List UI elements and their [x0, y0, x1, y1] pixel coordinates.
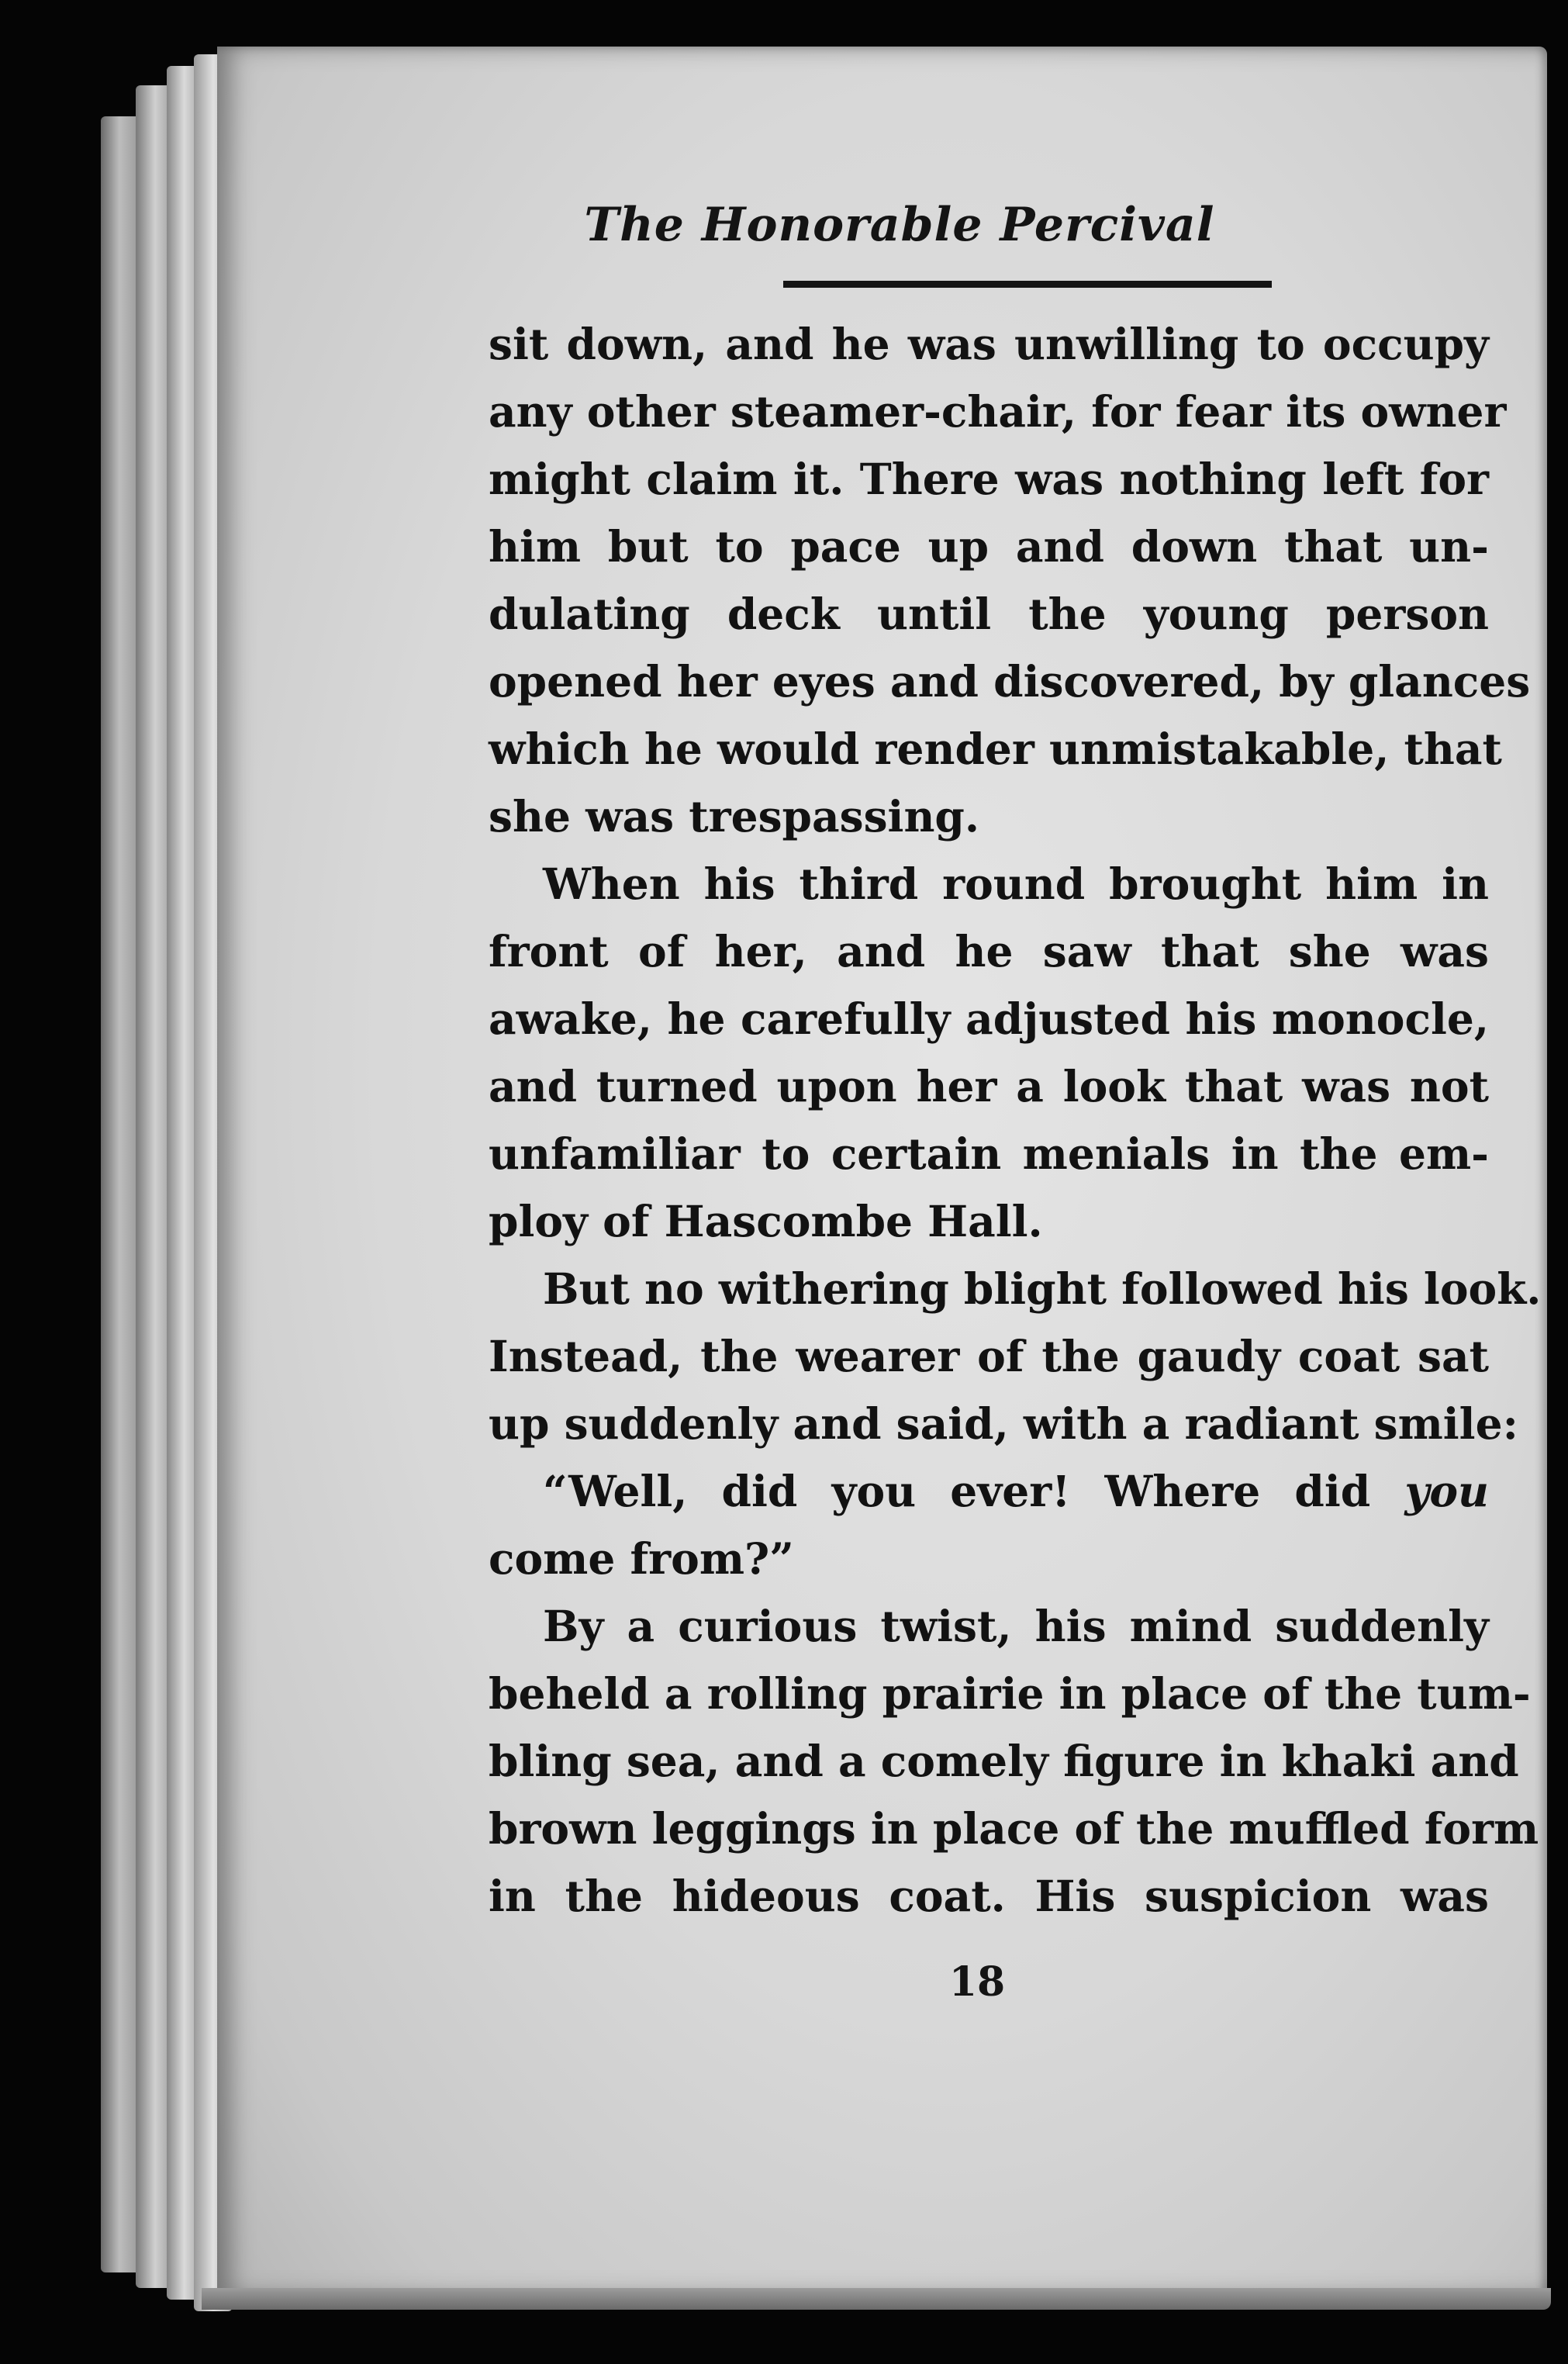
- text-line: bling sea, and a comely figure in khaki and: [489, 1736, 1519, 1786]
- text-line: By a curious twist, his mind suddenly: [543, 1601, 1489, 1651]
- text-line: him but to pace up and down that un-: [489, 521, 1489, 572]
- text-line: But no withering blight followed his look.: [543, 1263, 1542, 1314]
- text-line: awake, he carefully adjusted his monocle,: [489, 994, 1489, 1044]
- page-number: 18: [948, 1958, 1006, 2006]
- text-line: up suddenly and said, with a radiant smile:: [489, 1398, 1518, 1449]
- running-head-rule: [783, 281, 1272, 288]
- text-line: she was trespassing.: [489, 791, 980, 842]
- body-text: [489, 310, 1542, 1930]
- text-line: unfamiliar to certain menials in the em-: [489, 1128, 1489, 1179]
- text-line: opened her eyes and discovered, by glances: [489, 656, 1531, 707]
- text-line: When his third round brought him in: [543, 859, 1489, 909]
- text-line: beheld a rolling prairie in place of the tum-: [489, 1668, 1531, 1719]
- text-line: and turned upon her a look that was not: [489, 1061, 1489, 1111]
- emphasis: you: [1404, 1466, 1489, 1516]
- running-head: The Honorable Percival: [584, 198, 1215, 252]
- text-line: sit down, and he was unwilling to occupy: [489, 319, 1489, 369]
- text-line: Instead, the wearer of the gaudy coat sat: [489, 1331, 1489, 1381]
- text-line: front of her, and he saw that she was: [489, 926, 1489, 976]
- text-line: brown leggings in place of the muffled form: [489, 1803, 1539, 1854]
- page-bottom-edge: [202, 2288, 1551, 2310]
- text-line: any other steamer-chair, for fear its owner: [489, 386, 1507, 437]
- text-line: in the hideous coat. His suspicion was: [489, 1871, 1489, 1921]
- text-line: ploy of Hascombe Hall.: [489, 1196, 1043, 1246]
- text-line: come from?”: [489, 1533, 794, 1584]
- text-line: which he would render unmistakable, that: [489, 724, 1502, 774]
- text-line: dulating deck until the young person: [489, 589, 1489, 639]
- text-line: “Well, did you ever! Where did you: [543, 1466, 1489, 1516]
- text-line: might claim it. There was nothing left for: [489, 454, 1489, 504]
